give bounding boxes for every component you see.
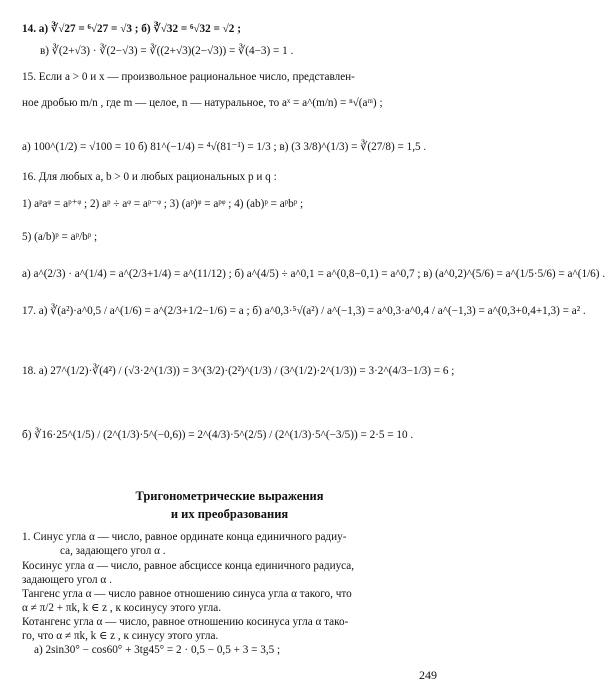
definition-sine-line-2: са, задающего угол α . <box>60 545 166 557</box>
definition-cosine-line-2: задающего угол α . <box>22 574 112 586</box>
problem-18-a: 18. а) 27^(1/2)·∛(4²) / (√3·2^(1/3)) = 3^(3/2)·(2²)^(1/3) / (3^(1/2)·2^(1/3)) = 3·2^(4/3−1/3) = 6 ; <box>22 365 455 377</box>
problem-16-intro: 16. Для любых a, b > 0 и любых рациональных p и q : <box>22 171 277 183</box>
problem-15-examples: а) 100^(1/2) = √100 = 10 б) 81^(−1/4) = ⁴√(81⁻¹) = 1/3 ; в) (3 3/8)^(1/3) = ∛(27/8) = 1,5 . <box>22 141 427 153</box>
section-title-line-2: и их преобразования <box>170 507 289 521</box>
page-number: 249 <box>419 668 437 682</box>
definition-cotangent-line-1: Котангенс угла α — число, равное отношению косинуса угла α тако- <box>22 616 349 628</box>
definition-cotangent-line-2: го, что α ≠ πk, k ∈ z , к синусу этого угла. <box>22 630 219 642</box>
problem-15-line-b: ное дробью m/n , где m — целое, n — натуральное, то aˣ = a^(m/n) = ⁿ√(aᵐ) ; <box>22 97 383 109</box>
definition-sine-line-1: 1. Синус угла α — число, равное ординате конца единичного радиу- <box>22 531 347 543</box>
problem-14-line-a: 14. а) ∛√27 = ⁶√27 = √3 ; б) ∛√32 = ⁶√32 = √2 ; <box>22 23 241 35</box>
section-title-line-1: Тригонометрические выражения <box>135 489 324 503</box>
problem-16-property-5: 5) (a/b)ᵖ = aᵖ/bᵖ ; <box>22 231 98 243</box>
problem-14-line-b: в) ∛(2+√3) · ∛(2−√3) = ∛((2+√3)(2−√3)) = ∛(4−3) = 1 . <box>40 45 294 57</box>
problem-17: 17. а) ∛(a²)·a^0,5 / a^(1/6) = a^(2/3+1/2−1/6) = a ; б) a^0,3·⁵√(a²) / a^(−1,3) = a^0,3·a^0,4 / a^(−1,3) = a^(0,3+0,4+1,3) = a² . <box>22 305 586 317</box>
problem-18-b: б) ∛16·25^(1/5) / (2^(1/3)·5^(−0,6)) = 2^(4/3)·5^(2/5) / (2^(1/3)·5^(−3/5)) = 2·5 = 10 . <box>22 429 414 441</box>
problem-16-examples: а) a^(2/3) · a^(1/4) = a^(2/3+1/4) = a^(11/12) ; б) a^(4/5) ÷ a^0,1 = a^(0,8−0,1) = a^0,7 ; в) (a^0,2)^(5/6) = a^(1/5·5/6) = a^(1/6) . <box>22 268 605 280</box>
definition-tangent-line-2: α ≠ π/2 + πk, k ∈ z , к косинусу этого угла. <box>22 602 222 614</box>
trig-example: а) 2sin30° − cos60° + 3tg45° = 2 · 0,5 − 0,5 + 3 = 3,5 ; <box>34 644 281 656</box>
definition-tangent-line-1: Тангенс угла α — число равное отношению синуса угла α такого, что <box>22 588 352 600</box>
problem-15-line-a: 15. Если a > 0 и x — произвольное рациональное число, представлен- <box>22 71 355 83</box>
definition-cosine-line-1: Косинус угла α — число, равное абсциссе конца единичного радиуса, <box>22 560 355 572</box>
problem-16-properties: 1) aᵖaᵠ = aᵖ⁺ᵠ ; 2) aᵖ ÷ aᵠ = aᵖ⁻ᵠ ; 3) (aᵖ)ᵠ = aᵖᵠ ; 4) (ab)ᵖ = aᵖbᵖ ; <box>22 198 304 210</box>
